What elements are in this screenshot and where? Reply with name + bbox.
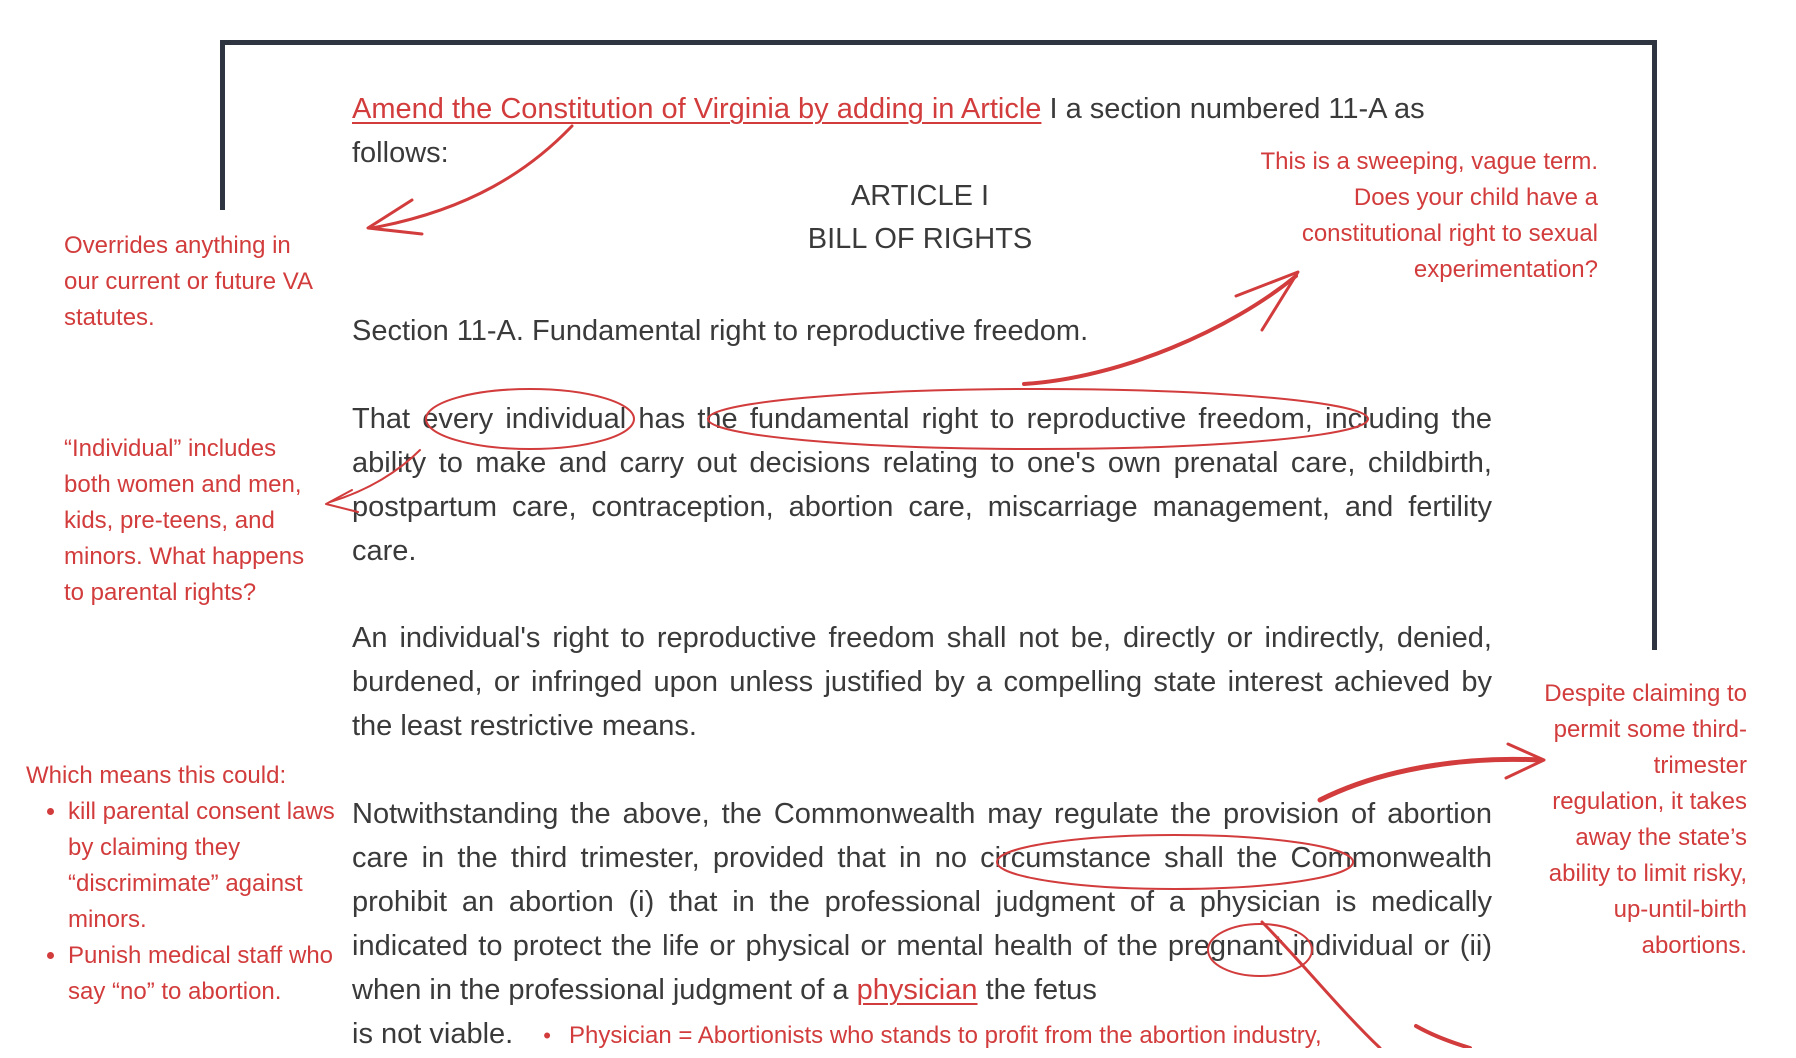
which-means-item-2: • Punish medical staff who say “no” to abortion. (68, 938, 336, 1010)
para3-text-c: health of the pregnant individual or (ii) when in the professional judgment of a (352, 930, 1492, 1006)
intro-line-1 (352, 87, 1502, 131)
frame-right (1652, 40, 1657, 650)
arrowhead-overrides-icon (368, 200, 422, 234)
arrow-physician-tail-icon (1416, 1026, 1470, 1048)
paragraph-3 (352, 792, 1492, 1012)
physician-link[interactable]: physician (856, 974, 978, 1006)
para3-last-line (352, 1012, 1322, 1058)
article-heading: ARTICLE I (850, 180, 990, 212)
amend-link[interactable]: Amend the Constitution of Virginia by adding in Article (352, 93, 1042, 125)
arrowhead-despite-icon (1506, 744, 1544, 778)
para1-text-b: has (626, 403, 698, 435)
which-means-title: Which means this could: (26, 762, 287, 789)
para3-text-a: Notwithstanding the above, the Commonwealth may regulate the provision of abortion care in the third trimester, provided (352, 798, 1492, 874)
physician-note: Physician = Abortionists who stands to profit from the abortion industry, (569, 1022, 1322, 1049)
para3-text-d: the fetus (977, 974, 1097, 1006)
paragraph-1 (352, 397, 1492, 573)
para3-text-b: shall the Commonwealth prohibit an abortion (i) that in the professional judgment of a physician is medically indicated to protect the life or physical or (352, 842, 1492, 962)
not-viable-text: is not viable. (352, 1018, 514, 1050)
para1-text-c: cluding the ability to make and carry out decisions relating to one's own prenatal care, childbirth, postpartum care, contraception, abortion care, miscarriage management, and fertility care. (352, 403, 1492, 567)
physician-note-bullet: • (543, 1023, 551, 1048)
note-which-means (26, 758, 336, 1010)
note-individual: “Individual” includes both women and men, kids, pre-teens, and minors. What happens to parental rights? (64, 435, 305, 606)
para1-circled-every-individual: every individual (422, 403, 627, 435)
note-sweeping: This is a sweeping, vague term. Does your child have a constitutional right to sexual experimentation? (1260, 148, 1598, 283)
para1-text-a: That (352, 403, 423, 435)
note-despite: Despite claiming to permit some third-trimester regulation, it takes away the state’s ability to limit risky, up-until-birth abortions. (1544, 680, 1747, 959)
para3-circled-no-circumstance: that in no circumstance (837, 842, 1151, 874)
para3-circled-mental: mental (896, 930, 984, 962)
which-means-item-1: • kill parental consent laws by claiming they “discrimimate” against minors. (68, 794, 336, 938)
section-title: Section 11-A. Fundamental right to reproductive freedom. (352, 315, 1089, 347)
bill-heading: BILL OF RIGHTS (807, 223, 1033, 255)
paragraph-2: An individual's right to reproductive freedom shall not be, directly or indirectly, denied, burdened, or infringed upon unless justified by a compelling state interest achieved by the least restrictive means. (352, 622, 1492, 742)
frame-top (220, 40, 1657, 45)
intro-line-2: follows: (352, 137, 449, 169)
note-overrides: Overrides anything in our current or future VA statutes. (64, 232, 312, 331)
intro-rest: I a section numbered 11-A as (1041, 93, 1425, 125)
frame-left (220, 40, 225, 210)
para1-circled-fundamental-right: the fundamental right to reproductive freedom, in (697, 403, 1348, 435)
which-means-list (26, 794, 336, 1010)
